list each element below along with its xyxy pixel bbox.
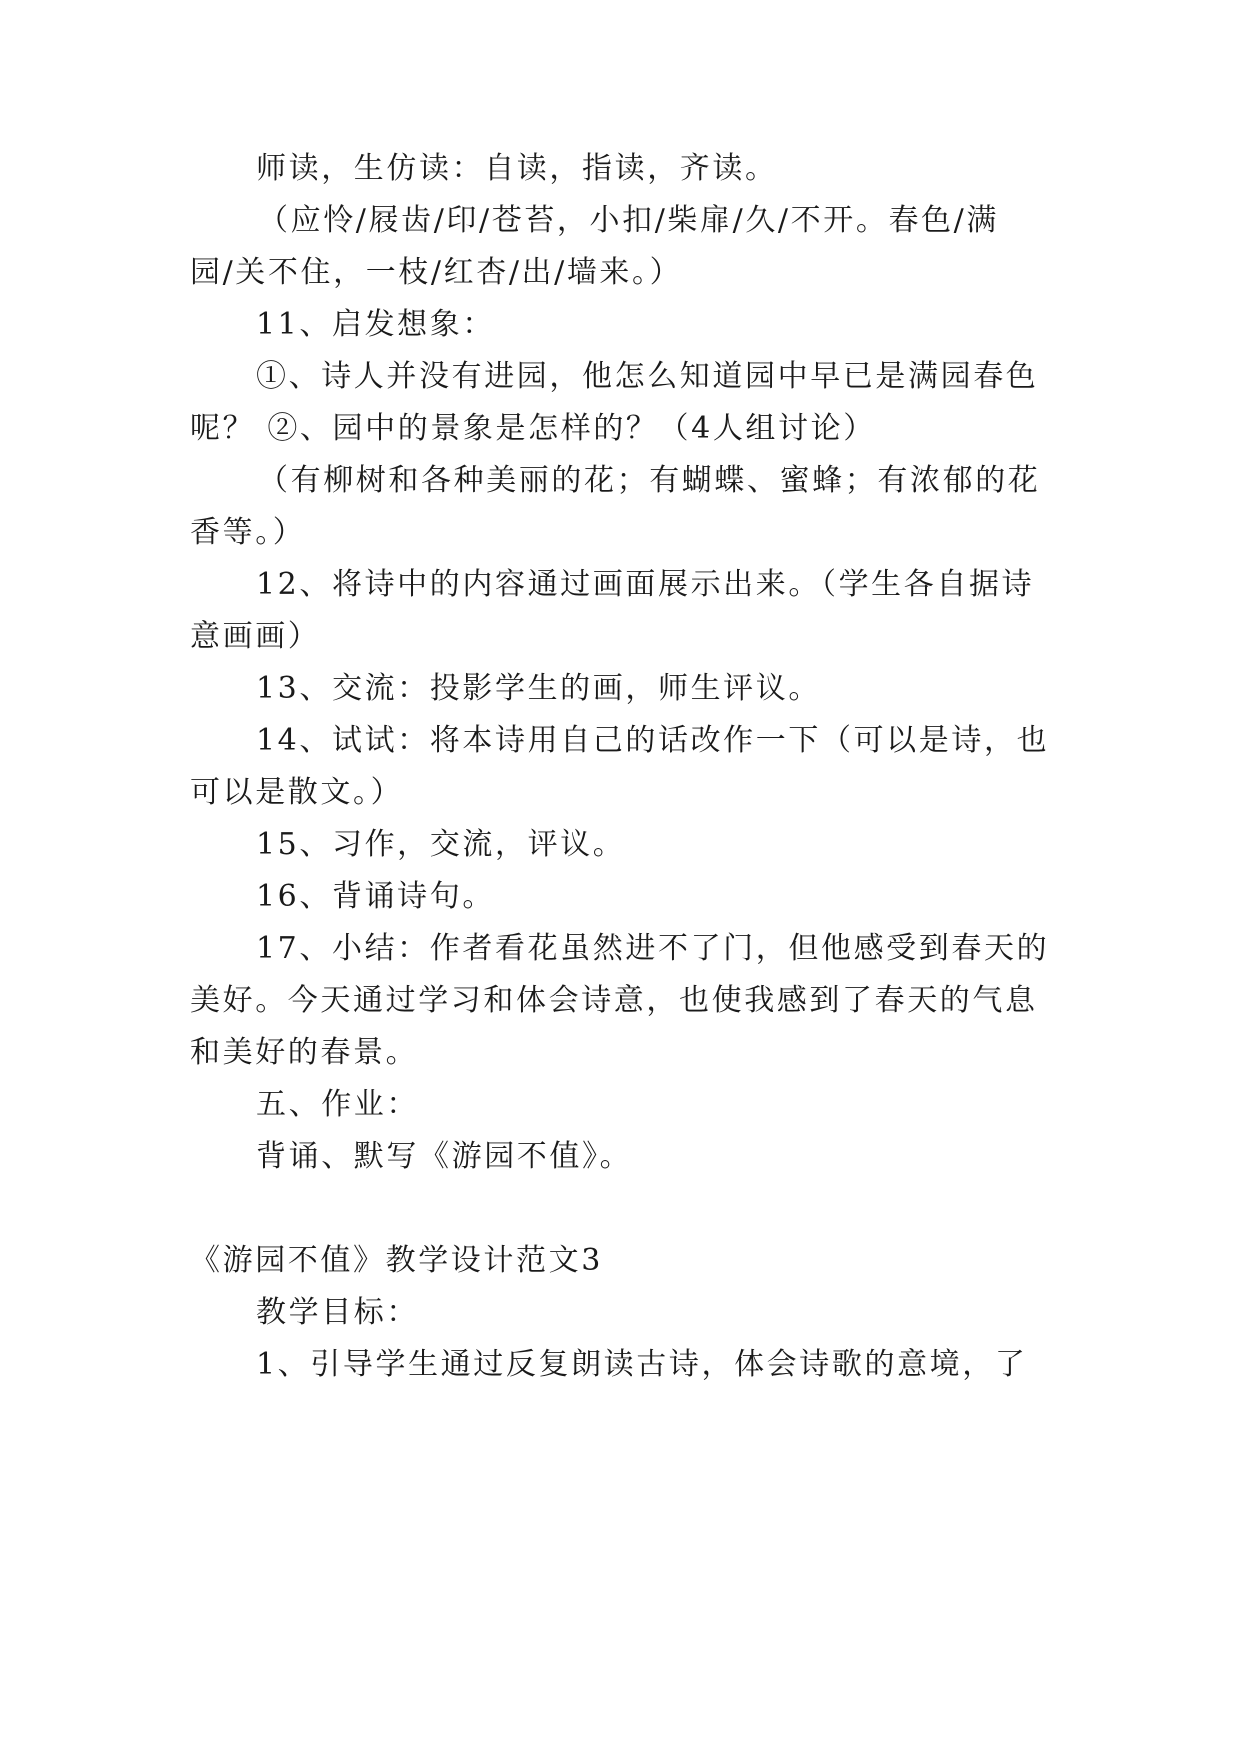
text-line: 16、背诵诗句。 [256, 879, 495, 914]
text-line: 呢？ ②、园中的景象是怎样的？（4人组讨论） [190, 411, 876, 446]
text-line: （有柳树和各种美丽的花；有蝴蝶、蜜蜂；有浓郁的花 [258, 463, 1041, 498]
text-line: 背诵、默写《游园不值》。 [256, 1139, 633, 1174]
section-heading: 《游园不值》教学设计范文3 [190, 1243, 603, 1278]
text-line: 和美好的春景。 [190, 1035, 419, 1070]
text-line: 15、习作，交流，评议。 [256, 827, 626, 862]
text-line: 教学目标： [256, 1295, 419, 1330]
text-line: 五、作业： [256, 1087, 419, 1122]
text-line: 意画画） [190, 619, 321, 654]
text-line: 13、交流：投影学生的画，师生评议。 [256, 671, 821, 706]
text-line: 1、引导学生通过反复朗读古诗，体会诗歌的意境，了 [256, 1347, 1028, 1382]
text-line: 11、启发想象： [256, 307, 495, 342]
text-line: 香等。） [190, 515, 306, 550]
text-line: 12、将诗中的内容通过画面展示出来。（学生各自据诗 [256, 567, 1035, 602]
text-line: （应怜/屐齿/印/苍苔，小扣/柴扉/久/不开。春色/满 [258, 203, 999, 238]
text-line: 可以是散文。） [190, 775, 404, 810]
text-line: 师读，生仿读：自读，指读，齐读。 [256, 151, 778, 186]
text-line: 美好。今天通过学习和体会诗意，也使我感到了春天的气息 [190, 983, 1038, 1018]
text-line: 14、试试：将本诗用自己的话改作一下（可以是诗，也 [256, 723, 1050, 758]
text-line: 园/关不住，一枝/红杏/出/墙来。） [190, 255, 683, 290]
text-line: 17、小结：作者看花虽然进不了门，但他感受到春天的 [256, 931, 1050, 966]
text-line: ①、诗人并没有进园，他怎么知道园中早已是满园春色 [256, 359, 1039, 394]
